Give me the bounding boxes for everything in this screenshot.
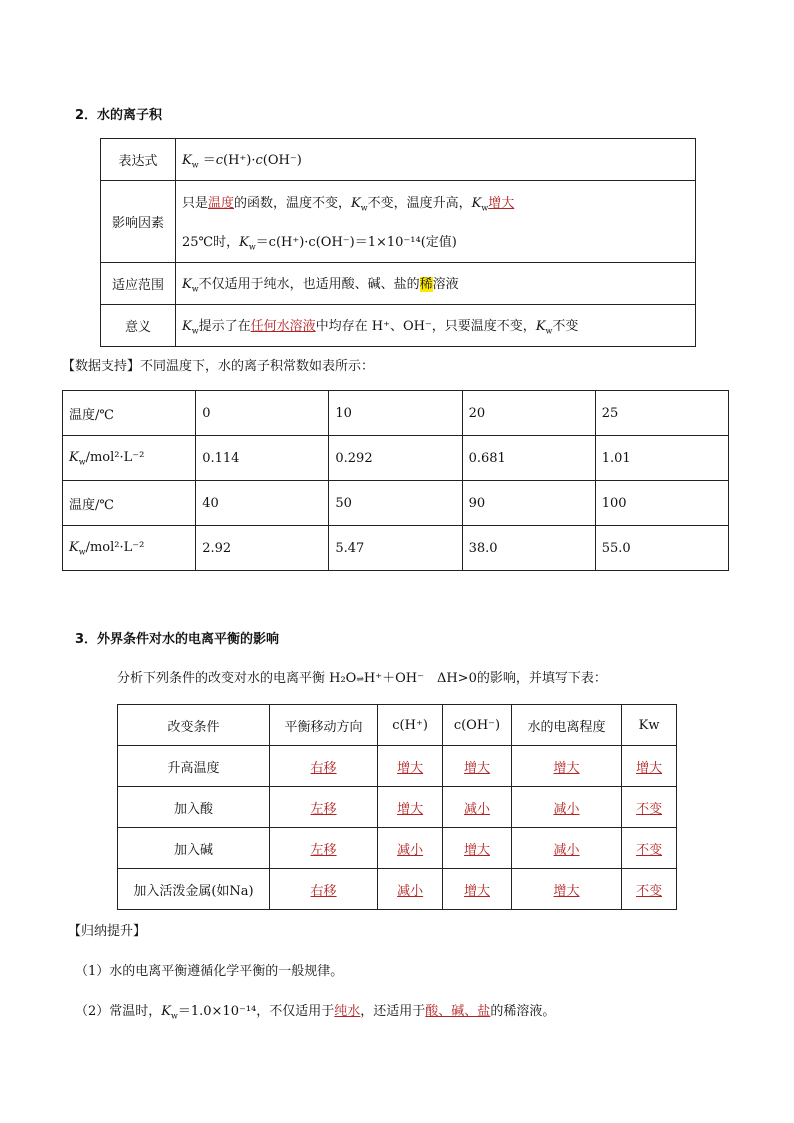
header-cell: 平衡移动方向 [269,705,377,746]
temp-cell: 90 [462,481,595,526]
kw-table [100,138,696,347]
condition-cell: 加入碱 [118,828,270,869]
data-support-label: 【数据支持】不同温度下，水的离子积常数如表所示： [62,359,375,374]
section2-title: 2．水的离子积 [75,108,163,123]
expr-value: $K_w =c(H^+)\cdot c(OH^-)$ [176,139,696,181]
answer-cell: 增大 [378,787,443,828]
temp-cell: 20 [462,391,595,436]
kw-cell: 2.92 [196,526,329,571]
temp-header: 温度/℃ [63,481,196,526]
summary-label: 【归纳提升】 [68,924,147,939]
scope-label: 适应范围 [101,263,176,305]
temp-cell: 50 [329,481,462,526]
temp-cell: 0 [196,391,329,436]
answer-cell: 减小 [378,869,443,910]
kw-temperature-table [62,390,729,571]
factors-value: 只是温度的函数，温度不变，$K_w$不变，温度升高，$K_w$增大 25℃时，$K_w=c(H^+)\cdot c(OH^-)=1\times 10^{-14}$(定值) [176,181,696,263]
kw-cell: 5.47 [329,526,462,571]
equilibrium-effects-table [117,704,677,910]
condition-cell: 加入活泼金属(如Na) [118,869,270,910]
summary-line2: （2）常温时，$K_w=1.0\times 10^{-14}$，不仅适用于纯水，还适用于酸、碱、盐的稀溶液。 [75,1004,556,1021]
temp-cell: 10 [329,391,462,436]
kw-cell: 55.0 [595,526,728,571]
kw-cell: 0.292 [329,436,462,481]
answer-cell: 右移 [269,746,377,787]
answer-cell: 减小 [443,787,512,828]
answer-cell: 不变 [622,869,677,910]
answer-cell: 左移 [269,787,377,828]
kw-header: $K_w/mol^2\cdot L^{-2}$ [63,526,196,571]
answer-cell: 减小 [511,787,621,828]
scope-value: $K_w$不仅适用于纯水，也适用酸、碱、盐的稀溶液 [176,263,696,305]
condition-cell: 升高温度 [118,746,270,787]
answer-cell: 增大 [443,869,512,910]
meaning-value: $K_w$提示了在任何水溶液中均存在 H⁺、OH⁻，只要温度不变，$K_w$不变 [176,305,696,347]
header-cell: c(H⁺) [378,705,443,746]
temp-cell: 25 [595,391,728,436]
answer-cell: 增大 [378,746,443,787]
answer-cell: 减小 [378,828,443,869]
answer-cell: 增大 [622,746,677,787]
answer-cell: 左移 [269,828,377,869]
temp-cell: 40 [196,481,329,526]
answer-cell: 增大 [511,746,621,787]
answer-cell: 增大 [443,746,512,787]
kw-cell: 0.114 [196,436,329,481]
meaning-label: 意义 [101,305,176,347]
answer-cell: 增大 [443,828,512,869]
answer-cell: 减小 [511,828,621,869]
temp-cell: 100 [595,481,728,526]
kw-header: $K_w/mol^2\cdot L^{-2}$ [63,436,196,481]
answer-cell: 不变 [622,787,677,828]
summary-line1: （1）水的电离平衡遵循化学平衡的一般规律。 [75,964,344,979]
section3-title: 3．外界条件对水的电离平衡的影响 [75,632,280,647]
header-cell: Kw [622,705,677,746]
section3-intro: 分析下列条件的改变对水的电离平衡 H₂O⇌H⁺＋OH⁻ ΔH>0的影响，并填写下表： [117,671,607,686]
kw-cell: 38.0 [462,526,595,571]
kw-cell: 0.681 [462,436,595,481]
header-cell: 改变条件 [118,705,270,746]
header-cell: c(OH⁻) [443,705,512,746]
expr-label: 表达式 [101,139,176,181]
condition-cell: 加入酸 [118,787,270,828]
answer-cell: 不变 [622,828,677,869]
header-cell: 水的电离程度 [511,705,621,746]
factors-label: 影响因素 [101,181,176,263]
kw-cell: 1.01 [595,436,728,481]
temp-header: 温度/℃ [63,391,196,436]
answer-cell: 增大 [511,869,621,910]
answer-cell: 右移 [269,869,377,910]
